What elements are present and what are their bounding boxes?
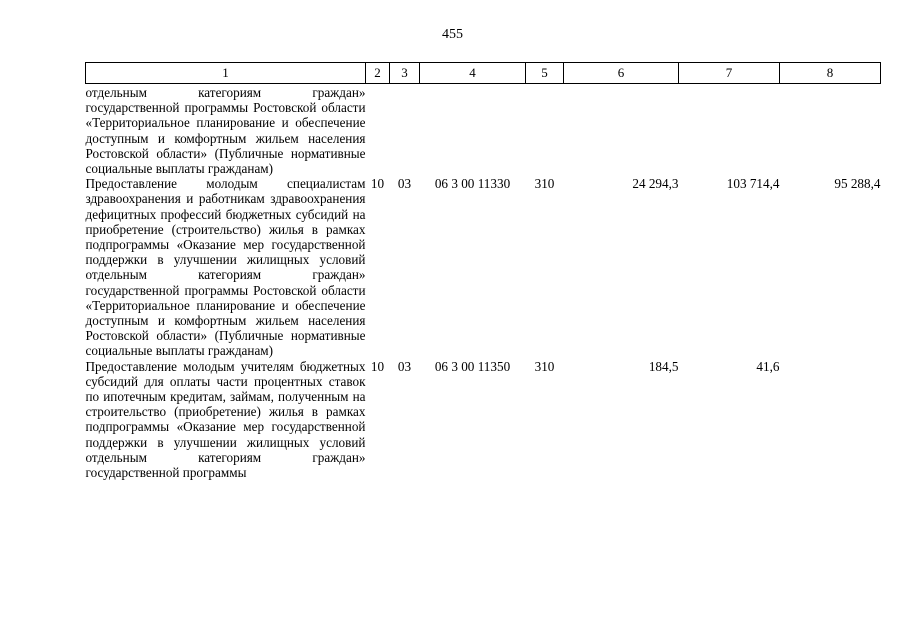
table-header-row: [86, 63, 881, 84]
budget-table: [85, 62, 881, 480]
row-subsection: 03: [397, 358, 412, 374]
column-header-4: 4: [420, 63, 526, 84]
row-value-6: 24 294,3: [632, 176, 679, 192]
row-description: отдельным категориям граждан» государственной программы Ростовской области «Территориальное планирование и обеспечение доступным и комфортным жильем населения Ростовской области» (Публичные нормативные социальные выплаты гражданам): [85, 85, 366, 177]
table-row: [86, 176, 881, 358]
row-section: 10: [370, 358, 385, 374]
row-section: [366, 84, 390, 177]
row-value-8: [780, 84, 881, 177]
column-header-6: 6: [564, 63, 679, 84]
row-value-8: [780, 359, 881, 481]
column-header-8: 8: [780, 63, 881, 84]
row-target-code: [420, 84, 526, 177]
row-expense-type: [526, 84, 564, 177]
row-target-code: 06 3 00 11350: [434, 358, 511, 374]
row-value-6: 184,5: [648, 358, 679, 374]
row-value-6: [564, 84, 679, 177]
page-number: 455: [442, 27, 463, 42]
column-header-7: 7: [679, 63, 780, 84]
column-header-3: 3: [390, 63, 420, 84]
row-value-7: 41,6: [756, 358, 780, 374]
column-header-2: 2: [366, 63, 390, 84]
row-expense-type: 310: [534, 358, 555, 374]
row-value-7: 103 714,4: [726, 176, 780, 192]
row-value-7: [679, 84, 780, 177]
row-expense-type: 310: [534, 176, 555, 192]
row-section: 10: [370, 176, 385, 192]
row-description: Предоставление молодым специалистам здравоохранения и работникам здравоохранения дефицитных профессий бюджетных субсидий на приобретение (строительство) жилья в рамках подпрограммы «Оказание мер государственной поддержки в улучшении жилищных условий отдельным категориям граждан» государственной программы Ростовской области «Территориальное планирование и обеспечение доступным и комфортным жильем населения Ростовской области» (Публичные нормативные социальные выплаты гражданам): [85, 176, 366, 359]
row-value-8: 95 288,4: [834, 176, 881, 192]
row-subsection: 03: [397, 176, 412, 192]
row-target-code: 06 3 00 11330: [434, 176, 511, 192]
column-header-5: 5: [526, 63, 564, 84]
table-row: [86, 84, 881, 177]
row-description: Предоставление молодым учителям бюджетных субсидий для оплаты части процентных ставок по ипотечным кредитам, займам, полученным на строительство (приобретение) жилья в рамках подпрограммы «Оказание мер государственной поддержки в улучшении жилищных условий отдельным категориям граждан» государственной программы: [85, 358, 366, 481]
table-row: [86, 359, 881, 481]
column-header-1: 1: [86, 63, 366, 84]
row-subsection: [390, 84, 420, 177]
